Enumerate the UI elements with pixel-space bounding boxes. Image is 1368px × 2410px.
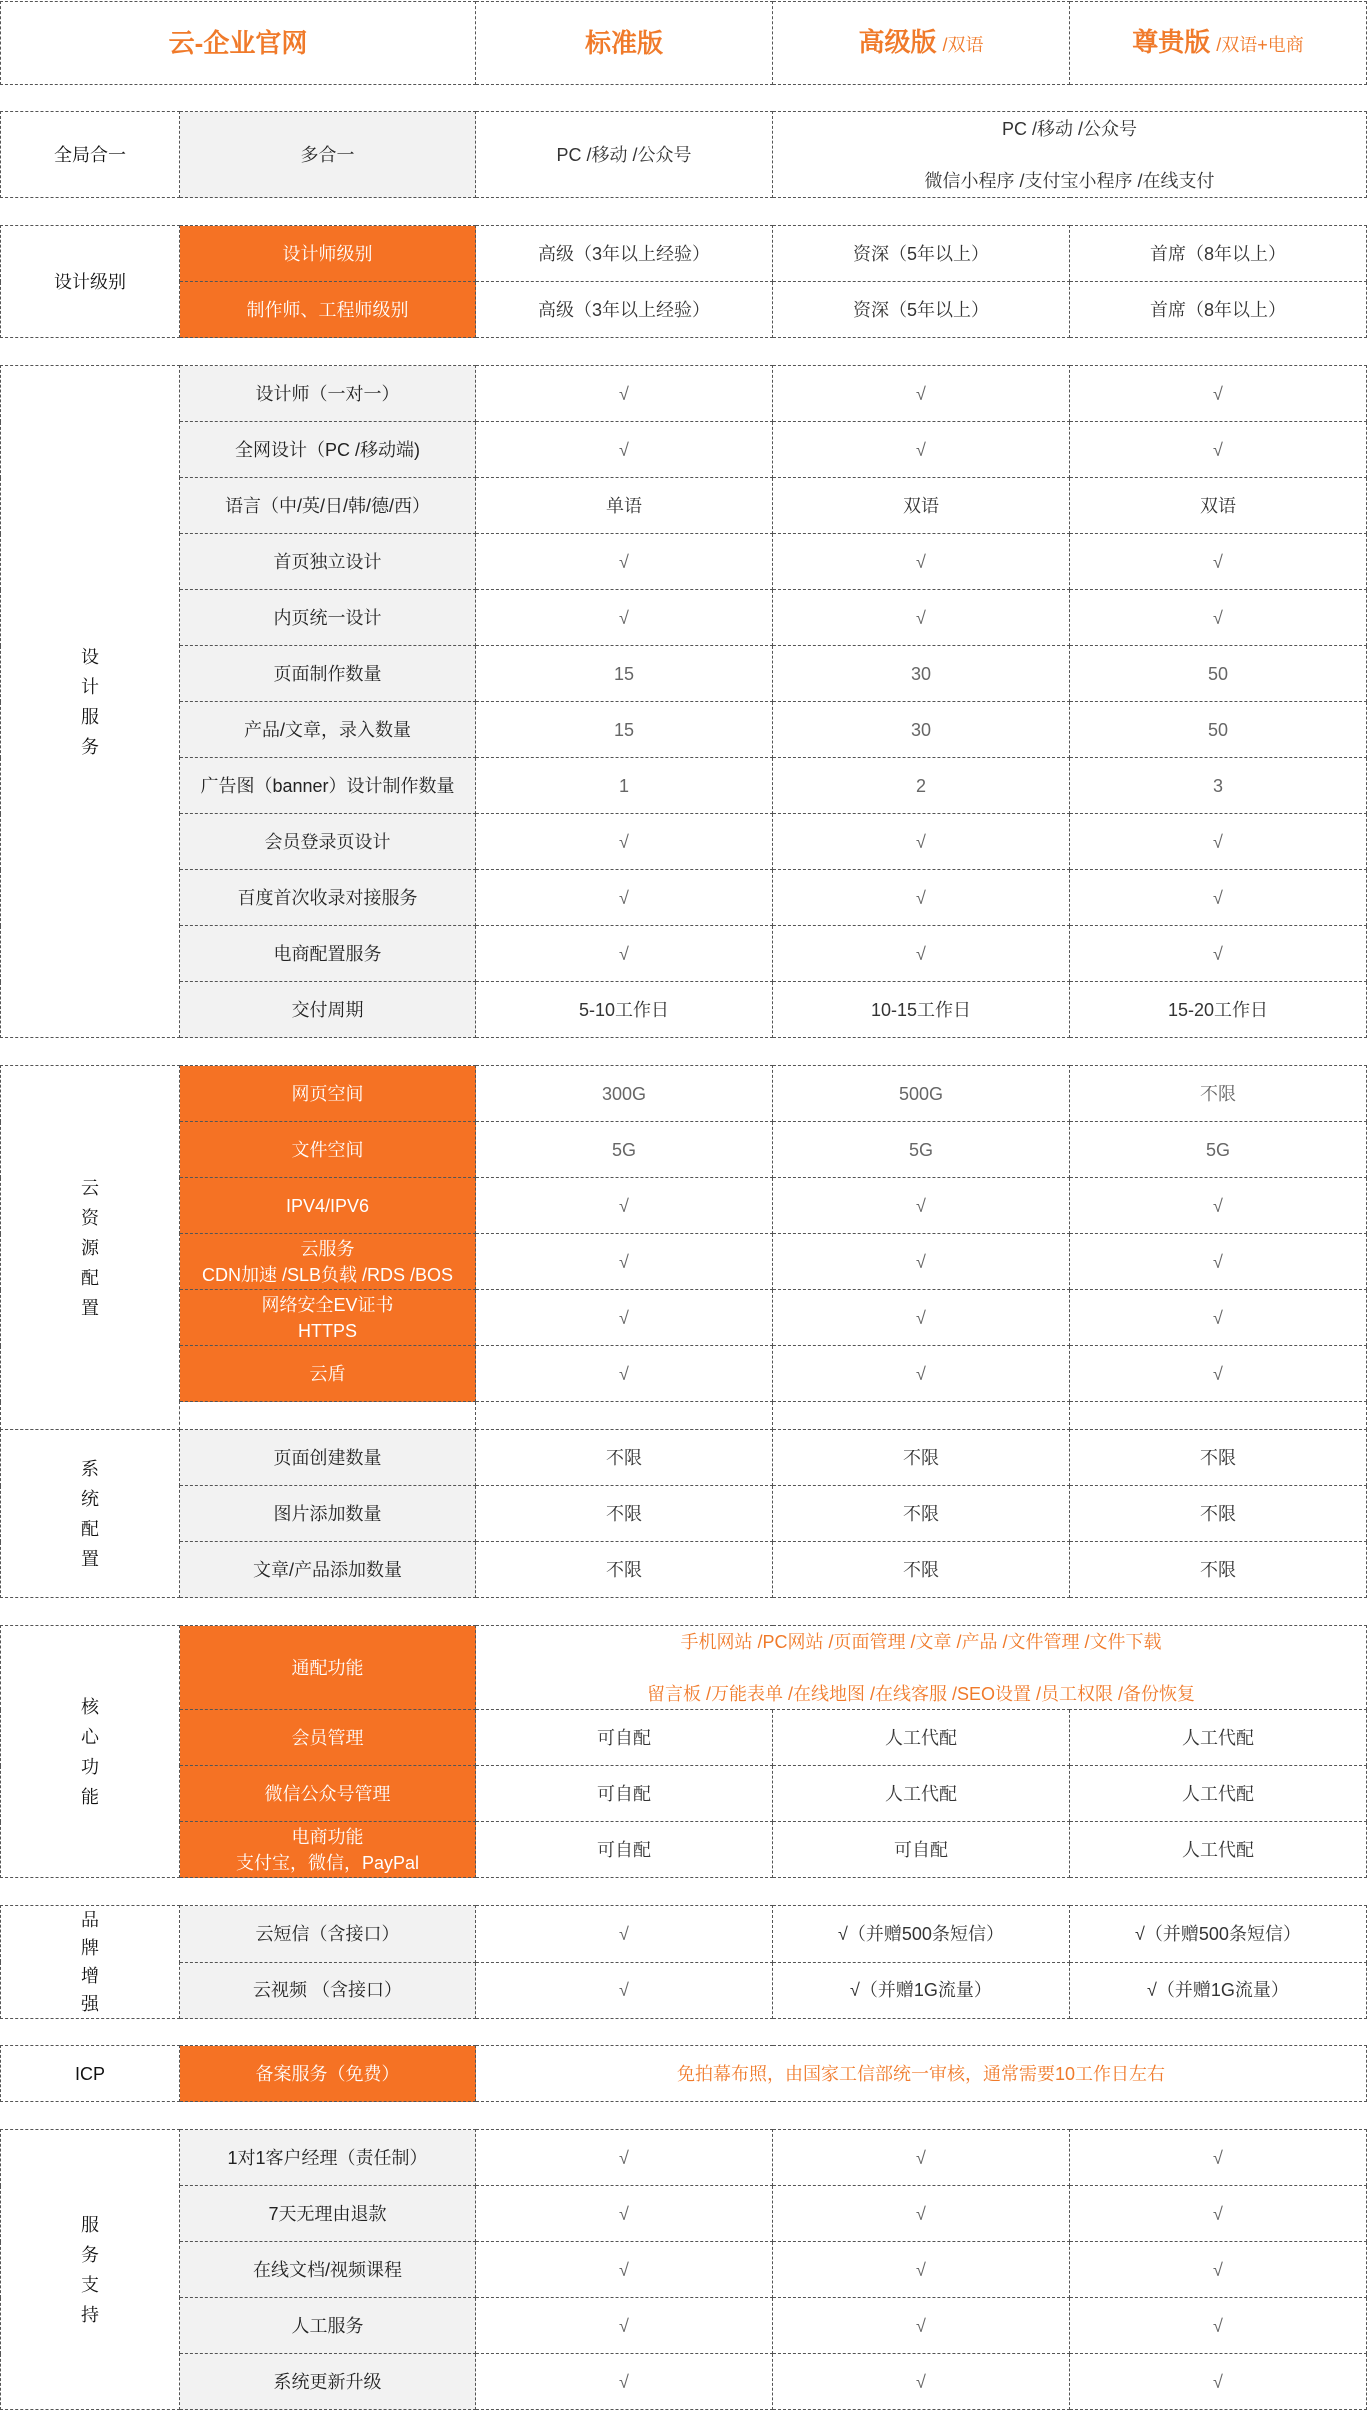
advanced-value: 资深（5年以上） [773, 226, 1070, 282]
feature-label: 页面创建数量 [180, 1430, 476, 1486]
design-service-section [0, 365, 1367, 1038]
table-row [1, 366, 1367, 422]
premium-value: 5G [1070, 1122, 1367, 1178]
standard-value: √ [476, 1178, 773, 1234]
premium-value: √ [1070, 2298, 1367, 2354]
category-char: 统 [81, 1488, 99, 1509]
premium-value: √ [1070, 422, 1367, 478]
table-row [1, 1822, 1367, 1878]
advanced-value: 人工代配 [773, 1766, 1070, 1822]
standard-value: 可自配 [476, 1822, 773, 1878]
premium-value: 不限 [1070, 1486, 1367, 1542]
feature-label: 广告图（banner）设计制作数量 [180, 758, 476, 814]
empty-cell [773, 1402, 1070, 1430]
plan-name: 高级版 [858, 26, 937, 57]
feature-line: CDN加速 /SLB负载 /RDS /BOS [201, 1264, 454, 1285]
advanced-value: 不限 [773, 1486, 1070, 1542]
premium-value: √ [1070, 1178, 1367, 1234]
brand-section [0, 1905, 1367, 2019]
category-char: 持 [81, 2304, 99, 2325]
standard-value: √ [476, 422, 773, 478]
table-row [1, 2354, 1367, 2410]
table-row [1, 1234, 1367, 1290]
table-row [1, 1542, 1367, 1598]
advanced-value: √ [773, 926, 1070, 982]
standard-value: 300G [476, 1066, 773, 1122]
table-row [1, 702, 1367, 758]
standard-value: 5-10工作日 [476, 982, 773, 1038]
category-char: 支 [81, 2274, 99, 2295]
value-line: PC /移动 /公众号 [1002, 118, 1138, 139]
table-row [1, 2242, 1367, 2298]
premium-value: 双语 [1070, 478, 1367, 534]
standard-value: 5G [476, 1122, 773, 1178]
value-line: 手机网站 /PC网站 /页面管理 /文章 /产品 /文件管理 /文件下载 [680, 1631, 1162, 1652]
plan-suffix: /双语+电商 [1216, 34, 1304, 55]
empty-cell [180, 1402, 476, 1430]
feature-label: 网页空间 [180, 1066, 476, 1122]
advanced-value: √ [773, 2242, 1070, 2298]
feature-label: 备案服务（免费） [180, 2046, 476, 2102]
category-char: 配 [81, 1267, 99, 1288]
standard-value: √ [476, 2186, 773, 2242]
table-row [1, 2130, 1367, 2186]
premium-value: √ [1070, 590, 1367, 646]
feature-label [180, 1822, 476, 1878]
premium-value: 首席（8年以上） [1070, 226, 1367, 282]
plan-standard-header [476, 2, 773, 85]
advanced-value: √（并赠500条短信） [773, 1906, 1070, 1963]
category-label: ICP [1, 2046, 180, 2102]
premium-value: √ [1070, 2242, 1367, 2298]
feature-label: 设计师级别 [180, 226, 476, 282]
advanced-value: √ [773, 2186, 1070, 2242]
header-row [1, 2, 1367, 85]
feature-label: 电商配置服务 [180, 926, 476, 982]
icp-value: 免拍幕布照，由国家工信部统一审核，通常需要10工作日左右 [476, 2046, 1367, 2102]
category-char: 设 [81, 646, 99, 667]
advanced-value: √ [773, 422, 1070, 478]
standard-value: 高级（3年以上经验） [476, 282, 773, 338]
table-row [1, 1962, 1367, 2019]
table-row [1, 226, 1367, 282]
advanced-value: √ [773, 814, 1070, 870]
table-row-spacer [1, 1402, 1367, 1430]
feature-label: 云短信（含接口） [180, 1906, 476, 1963]
feature-label: IPV4/IPV6 [180, 1178, 476, 1234]
feature-label: 语言（中/英/日/韩/德/西） [180, 478, 476, 534]
standard-value: 15 [476, 646, 773, 702]
standard-value: √ [476, 1906, 773, 1963]
page-title: 云-企业官网 [1, 2, 476, 85]
advanced-value: 可自配 [773, 1822, 1070, 1878]
table-row [1, 1766, 1367, 1822]
standard-value: 不限 [476, 1430, 773, 1486]
advanced-value: 10-15工作日 [773, 982, 1070, 1038]
category-char: 配 [81, 1518, 99, 1539]
feature-label: 首页独立设计 [180, 534, 476, 590]
advanced-value: √ [773, 366, 1070, 422]
advanced-value: √（并赠1G流量） [773, 1962, 1070, 2019]
plan-name: 尊贵版 [1132, 26, 1211, 57]
standard-value: √ [476, 926, 773, 982]
category-char: 品 [81, 1910, 99, 1930]
feature-label: 云视频 （含接口） [180, 1962, 476, 2019]
feature-label: 1对1客户经理（责任制） [180, 2130, 476, 2186]
feature-label: 图片添加数量 [180, 1486, 476, 1542]
feature-label: 在线文档/视频课程 [180, 2242, 476, 2298]
table-row [1, 590, 1367, 646]
icp-section [0, 2045, 1367, 2102]
premium-value: √ [1070, 814, 1367, 870]
advanced-value: √ [773, 2298, 1070, 2354]
table-row [1, 534, 1367, 590]
table-row [1, 1290, 1367, 1346]
advanced-value: 2 [773, 758, 1070, 814]
table-row [1, 646, 1367, 702]
premium-value: √ [1070, 534, 1367, 590]
premium-value: 3 [1070, 758, 1367, 814]
feature-line: 电商功能 [291, 1826, 364, 1847]
category-label [1, 1906, 180, 2019]
category-char: 能 [81, 1786, 99, 1807]
advanced-value: √ [773, 534, 1070, 590]
value-line: 留言板 /万能表单 /在线地图 /在线客服 /SEO设置 /员工权限 /备份恢复 [646, 1683, 1196, 1704]
category-label: 设计级别 [1, 226, 180, 338]
category-label [1, 1430, 180, 1598]
advanced-value: 不限 [773, 1430, 1070, 1486]
standard-value: 可自配 [476, 1766, 773, 1822]
advanced-value: √ [773, 1178, 1070, 1234]
feature-label: 内页统一设计 [180, 590, 476, 646]
empty-cell [1070, 1402, 1367, 1430]
feature-label: 文件空间 [180, 1122, 476, 1178]
standard-value: √ [476, 2298, 773, 2354]
standard-value: 单语 [476, 478, 773, 534]
feature-line: 网络安全EV证书 [261, 1294, 394, 1315]
feature-label: 人工服务 [180, 2298, 476, 2354]
standard-value: √ [476, 1290, 773, 1346]
advanced-value: 30 [773, 646, 1070, 702]
category-char: 云 [81, 1177, 99, 1198]
table-row [1, 982, 1367, 1038]
table-row [1, 1486, 1367, 1542]
table-row [1, 1178, 1367, 1234]
category-label: 全局合一 [1, 112, 180, 198]
premium-value: 50 [1070, 702, 1367, 758]
standard-value: 可自配 [476, 1710, 773, 1766]
category-char: 务 [81, 736, 99, 757]
table-row [1, 478, 1367, 534]
feature-label: 页面制作数量 [180, 646, 476, 702]
feature-label: 微信公众号管理 [180, 1766, 476, 1822]
standard-value: √ [476, 2242, 773, 2298]
premium-value: √（并赠1G流量） [1070, 1962, 1367, 2019]
premium-value: √ [1070, 366, 1367, 422]
premium-value: 不限 [1070, 1542, 1367, 1598]
feature-line: 云服务 [300, 1238, 355, 1259]
category-char: 资 [81, 1207, 99, 1228]
category-char: 置 [81, 1548, 99, 1569]
advanced-value: 500G [773, 1066, 1070, 1122]
standard-value: √ [476, 1962, 773, 2019]
premium-value: √ [1070, 2354, 1367, 2410]
feature-label: 系统更新升级 [180, 2354, 476, 2410]
feature-label: 7天无理由退款 [180, 2186, 476, 2242]
feature-label: 云盾 [180, 1346, 476, 1402]
standard-value: PC /移动 /公众号 [476, 112, 773, 198]
table-row [1, 1066, 1367, 1122]
category-char: 强 [81, 1994, 99, 2014]
advanced-value: 30 [773, 702, 1070, 758]
standard-value: 不限 [476, 1486, 773, 1542]
category-char: 务 [81, 2244, 99, 2265]
table-row [1, 758, 1367, 814]
table-row [1, 1710, 1367, 1766]
category-char: 核 [81, 1696, 99, 1717]
table-row [1, 1122, 1367, 1178]
advanced-value: 5G [773, 1122, 1070, 1178]
advanced-value: √ [773, 870, 1070, 926]
category-char: 心 [81, 1726, 99, 1747]
plan-name: 标准版 [584, 28, 663, 58]
standard-value: √ [476, 1346, 773, 1402]
advanced-value: √ [773, 1346, 1070, 1402]
table-row [1, 1346, 1367, 1402]
global-section [0, 111, 1367, 198]
advanced-value: 不限 [773, 1542, 1070, 1598]
premium-value: 50 [1070, 646, 1367, 702]
feature-label: 制作师、工程师级别 [180, 282, 476, 338]
premium-value: √ [1070, 2186, 1367, 2242]
advanced-value: √ [773, 1234, 1070, 1290]
table-row [1, 1626, 1367, 1710]
feature-line: HTTPS [297, 1320, 357, 1341]
standard-value: √ [476, 534, 773, 590]
plan-advanced-header [773, 2, 1070, 85]
standard-value: √ [476, 870, 773, 926]
cloud-resources-section [0, 1065, 1367, 1430]
standard-value: 不限 [476, 1542, 773, 1598]
plan-suffix: /双语 [942, 34, 984, 55]
feature-label: 会员登录页设计 [180, 814, 476, 870]
feature-label [180, 1290, 476, 1346]
category-label [1, 2130, 180, 2410]
advanced-value: √ [773, 2354, 1070, 2410]
feature-label: 多合一 [180, 112, 476, 198]
advanced-value: 资深（5年以上） [773, 282, 1070, 338]
empty-cell [476, 1402, 773, 1430]
feature-label: 全网设计（PC /移动端) [180, 422, 476, 478]
header-table [0, 1, 1367, 85]
premium-value: √ [1070, 1234, 1367, 1290]
feature-label: 产品/文章，录入数量 [180, 702, 476, 758]
premium-value: √ [1070, 1346, 1367, 1402]
plan-premium-header [1070, 2, 1367, 85]
standard-value: √ [476, 590, 773, 646]
system-config-section [0, 1429, 1367, 1598]
adapt-value [476, 1626, 1367, 1710]
category-label [1, 1626, 180, 1878]
table-row [1, 870, 1367, 926]
feature-line: 支付宝，微信，PayPal [235, 1852, 420, 1873]
table-row [1, 112, 1367, 198]
standard-value: √ [476, 2130, 773, 2186]
table-row [1, 1430, 1367, 1486]
standard-value: 高级（3年以上经验） [476, 226, 773, 282]
standard-value: 15 [476, 702, 773, 758]
advanced-premium-value [773, 112, 1367, 198]
advanced-value: √ [773, 2130, 1070, 2186]
category-char: 牌 [81, 1938, 99, 1958]
value-line: 微信小程序 /支付宝小程序 /在线支付 [924, 170, 1215, 191]
premium-value: 15-20工作日 [1070, 982, 1367, 1038]
premium-value: 人工代配 [1070, 1766, 1367, 1822]
premium-value: √（并赠500条短信） [1070, 1906, 1367, 1963]
standard-value: √ [476, 2354, 773, 2410]
category-char: 服 [81, 2214, 99, 2235]
premium-value: √ [1070, 1290, 1367, 1346]
design-level-section [0, 225, 1367, 338]
premium-value: 首席（8年以上） [1070, 282, 1367, 338]
advanced-value: 人工代配 [773, 1710, 1070, 1766]
category-char: 功 [81, 1756, 99, 1777]
feature-label [180, 1234, 476, 1290]
advanced-value: √ [773, 590, 1070, 646]
category-char: 增 [81, 1966, 99, 1986]
table-row [1, 1906, 1367, 1963]
table-row [1, 814, 1367, 870]
table-row [1, 2046, 1367, 2102]
advanced-value: 双语 [773, 478, 1070, 534]
feature-label: 设计师（一对一） [180, 366, 476, 422]
category-char: 置 [81, 1297, 99, 1318]
table-row [1, 2186, 1367, 2242]
category-label [1, 366, 180, 1038]
table-row [1, 422, 1367, 478]
category-char: 计 [81, 676, 99, 697]
advanced-value: √ [773, 1290, 1070, 1346]
service-support-section [0, 2129, 1367, 2410]
standard-value: √ [476, 1234, 773, 1290]
standard-value: √ [476, 366, 773, 422]
feature-label: 通配功能 [180, 1626, 476, 1710]
feature-label: 交付周期 [180, 982, 476, 1038]
premium-value: 不限 [1070, 1430, 1367, 1486]
category-label [1, 1066, 180, 1430]
table-row [1, 926, 1367, 982]
standard-value: √ [476, 814, 773, 870]
table-row [1, 2298, 1367, 2354]
feature-label: 会员管理 [180, 1710, 476, 1766]
category-char: 服 [81, 706, 99, 727]
core-functions-section [0, 1625, 1367, 1878]
premium-value: 不限 [1070, 1066, 1367, 1122]
feature-label: 百度首次收录对接服务 [180, 870, 476, 926]
feature-label: 文章/产品添加数量 [180, 1542, 476, 1598]
premium-value: √ [1070, 926, 1367, 982]
premium-value: 人工代配 [1070, 1822, 1367, 1878]
category-char: 系 [81, 1458, 99, 1479]
premium-value: 人工代配 [1070, 1710, 1367, 1766]
category-char: 源 [81, 1237, 99, 1258]
standard-value: 1 [476, 758, 773, 814]
premium-value: √ [1070, 2130, 1367, 2186]
table-row [1, 282, 1367, 338]
premium-value: √ [1070, 870, 1367, 926]
